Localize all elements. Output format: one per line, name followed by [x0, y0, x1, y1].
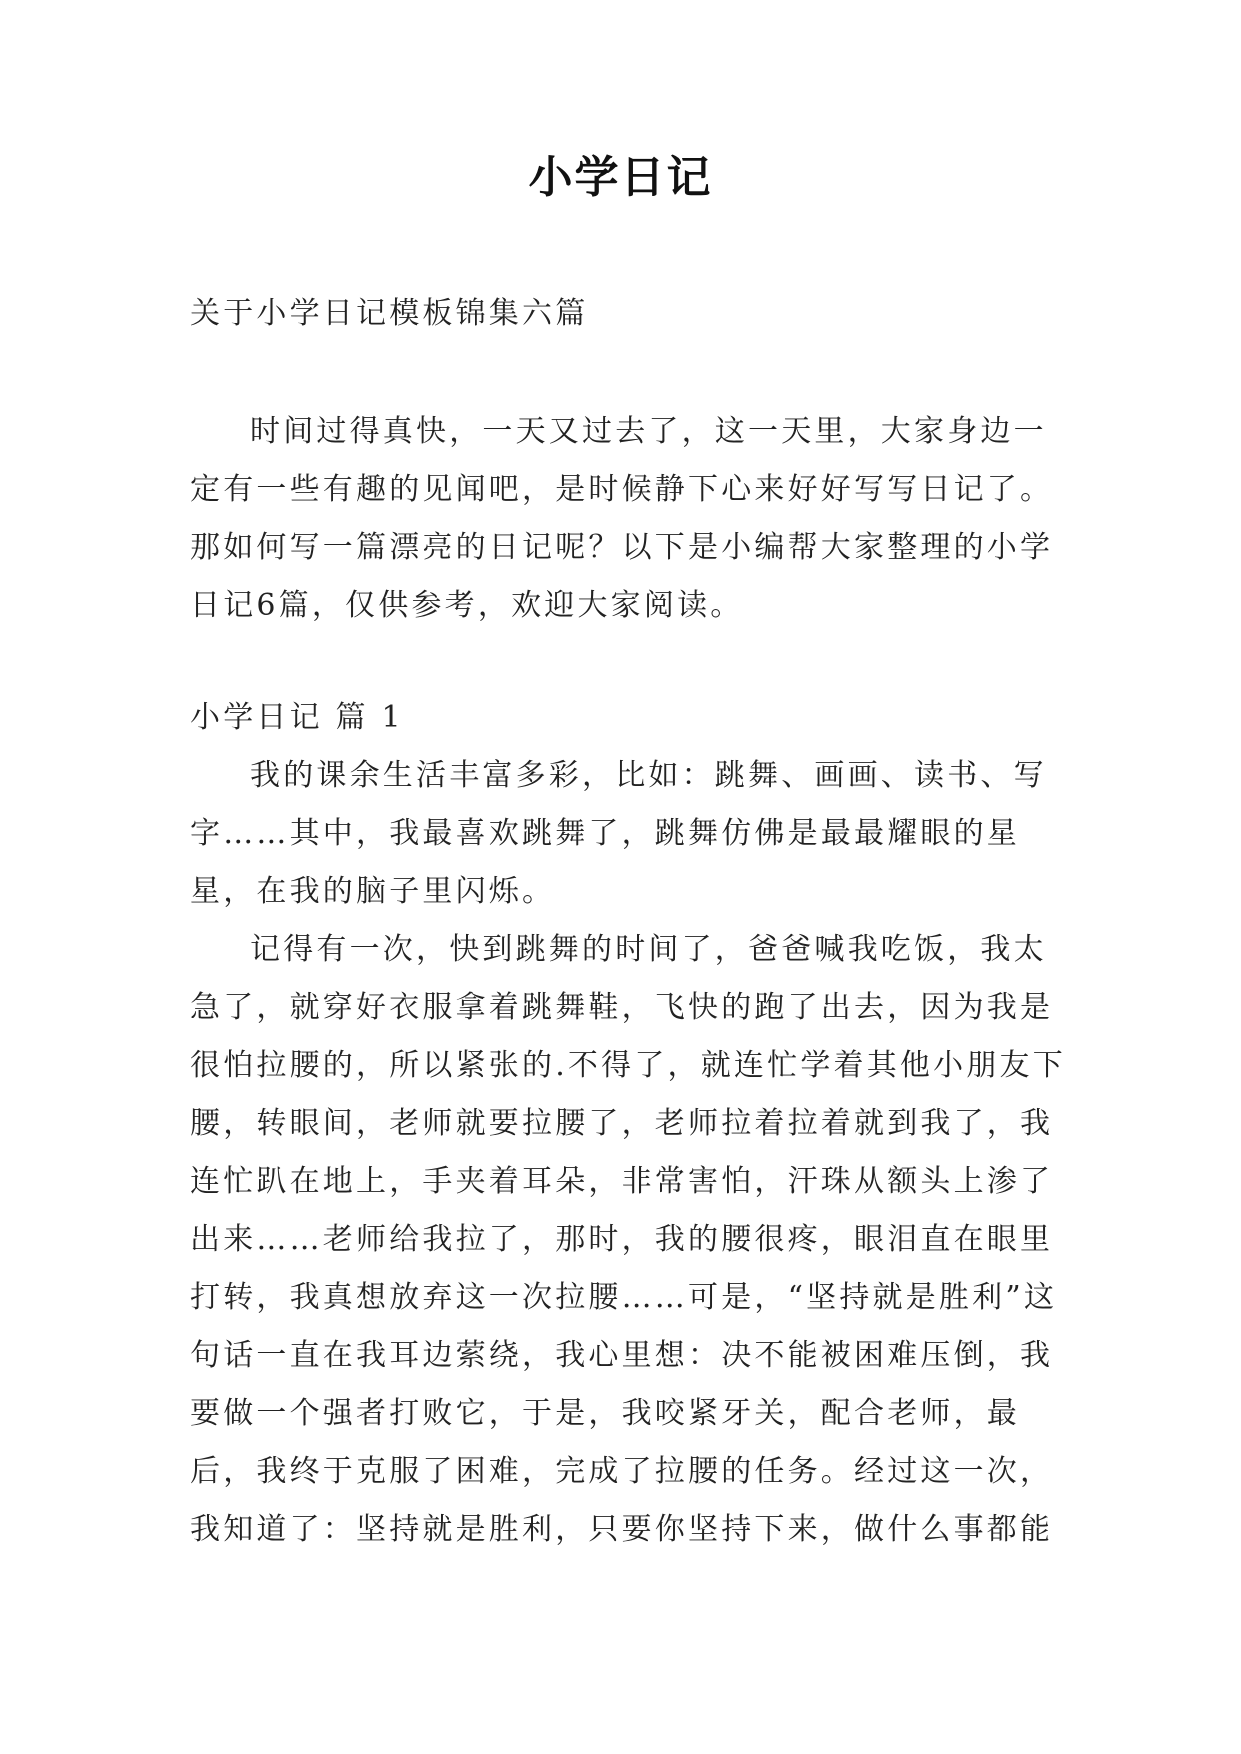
- section-heading: 小学日记 篇 1: [190, 700, 404, 735]
- diary-content: [190, 747, 1070, 1559]
- document-subtitle: 关于小学日记模板锦集六篇: [190, 296, 589, 331]
- intro-paragraph: [190, 403, 1070, 635]
- document-title: 小学日记: [528, 152, 713, 203]
- intro-text: 时间过得真快，一天又过去了，这一天里，大家身边一定有一些有趣的见闻吧，是时候静下心来好好写写日记了。那如何写一篇漂亮的日记呢？以下是小编帮大家整理的小学日记6篇，仅供参考，欢迎大家阅读。: [190, 414, 1054, 623]
- diary-paragraph-1: 我的课余生活丰富多彩，比如：跳舞、画画、读书、写字……其中，我最喜欢跳舞了，跳舞仿佛是最最耀眼的星星，在我的脑子里闪烁。: [190, 758, 1047, 909]
- diary-paragraph-2: 记得有一次，快到跳舞的时间了，爸爸喊我吃饭，我太急了，就穿好衣服拿着跳舞鞋，飞快的跑了出去，因为我是很怕拉腰的，所以紧张的.不得了，就连忙学着其他小朋友下腰，转眼间，老师就要拉腰了，老师拉着拉着就到我了，我连忙趴在地上，手夹着耳朵，非常害怕，汗珠从额头上渗了出来……老师给我拉了，那时，我的腰很疼，眼泪直在眼里打转，我真想放弃这一次拉腰……可是，“坚持就是胜利”这句话一直在我耳边萦绕，我心里想：决不能被困难压倒，我要做一个强者打败它，于是，我咬紧牙关，配合老师，最后，我终于克服了困难，完成了拉腰的任务。经过这一次，我知道了：坚持就是胜利，只要你坚持下来，做什么事都能: [190, 932, 1066, 1547]
